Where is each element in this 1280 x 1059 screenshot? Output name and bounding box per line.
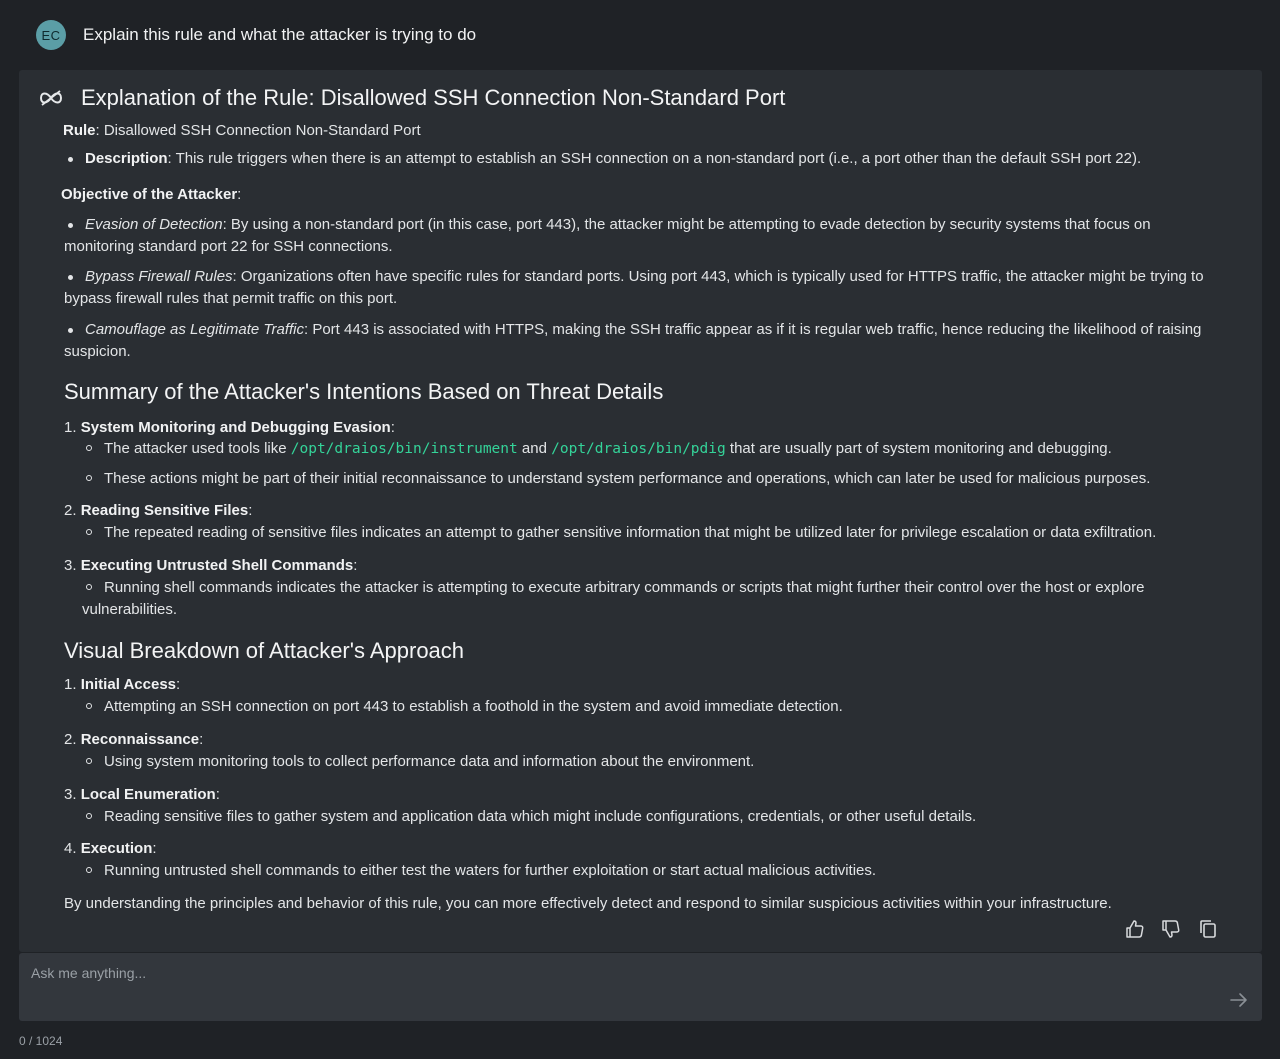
- answer-title: Explanation of the Rule: Disallowed SSH Connection Non-Standard Port: [81, 85, 786, 110]
- objective-item-cont: suspicion.: [64, 343, 131, 360]
- objective-item-cont: bypass firewall rules that permit traffic on this port.: [64, 290, 398, 307]
- step-detail: Using system monitoring tools to collect performance data and information about the environment.: [104, 753, 755, 770]
- summary-detail-cont: vulnerabilities.: [82, 601, 178, 618]
- arrow-right-icon[interactable]: [1229, 990, 1249, 1010]
- thumbs-down-icon[interactable]: [1161, 919, 1181, 939]
- step-item: 3. Local Enumeration:: [64, 786, 220, 803]
- copy-icon[interactable]: [1198, 919, 1218, 939]
- description-text: : This rule triggers when there is an attempt to establish an SSH connection on a non-standard port (i.e., a port other than the default SSH port 22).: [167, 150, 1142, 167]
- summary-item: 3. Executing Untrusted Shell Commands:: [64, 557, 358, 574]
- objective-heading: Objective of the Attacker:: [61, 186, 242, 203]
- chat-composer: [19, 953, 1262, 1021]
- summary-detail: The repeated reading of sensitive files indicates an attempt to gather sensitive information that might be utilized later for privilege escalation or data exfiltration.: [104, 524, 1157, 541]
- visual-heading: Visual Breakdown of Attacker's Approach: [64, 638, 465, 663]
- objective-item: Bypass Firewall Rules: Organizations often have specific rules for standard ports. Using port 443, which is typically used for HTTPS traffic, the attacker might be trying to: [85, 268, 1204, 285]
- summary-heading: Summary of the Attacker's Intentions Based on Threat Details: [64, 379, 664, 404]
- objective-item-cont: monitoring standard port 22 for SSH connections.: [64, 238, 393, 255]
- assistant-answer-card: [19, 70, 1262, 952]
- step-item: 2. Reconnaissance:: [64, 731, 204, 748]
- description-label: Description: [85, 150, 168, 167]
- user-message: Explain this rule and what the attacker is trying to do: [83, 25, 477, 44]
- summary-item: 2. Reading Sensitive Files:: [64, 502, 253, 519]
- summary-detail: The attacker used tools like /opt/draios/bin/instrument and /opt/draios/bin/pdig that are usually part of system monitoring and debugging.: [104, 440, 1112, 457]
- rule-line: [63, 122, 421, 139]
- objective-term: Camouflage as Legitimate Traffic: [85, 321, 304, 338]
- description-item: [85, 150, 1141, 167]
- step-detail: Reading sensitive files to gather system and application data which might include configurations, credentials, or other useful details.: [104, 808, 977, 825]
- summary-item: 1. System Monitoring and Debugging Evasion:: [64, 419, 395, 436]
- rule-value: : Disallowed SSH Connection Non-Standard Port: [95, 122, 421, 139]
- step-detail: Running untrusted shell commands to either test the waters for further exploitation or start actual malicious activities.: [104, 862, 877, 879]
- closing-text: By understanding the principles and behavior of this rule, you can more effectively detect and respond to similar suspicious activities within your infrastructure.: [64, 895, 1112, 912]
- objective-term: Evasion of Detection: [85, 216, 223, 233]
- step-detail: Attempting an SSH connection on port 443 to establish a foothold in the system and avoid immediate detection.: [104, 698, 843, 715]
- step-item: 1. Initial Access:: [64, 676, 181, 693]
- user-message-row: [36, 20, 476, 50]
- assistant-logo-icon: [38, 89, 64, 107]
- summary-detail: These actions might be part of their initial reconnaissance to understand system performance and operations, which can later be used for malicious purposes.: [104, 470, 1151, 487]
- objective-item: Evasion of Detection: By using a non-standard port (in this case, port 443), the attacker might be attempting to evade detection by security systems that focus on: [85, 216, 1151, 233]
- code-path-pdig: /opt/draios/bin/pdig: [551, 441, 726, 457]
- objective-item: Camouflage as Legitimate Traffic: Port 443 is associated with HTTPS, making the SSH traffic appear as if it is regular web traffic, hence reducing the likelihood of raising: [85, 321, 1202, 338]
- step-item: 4. Execution:: [64, 840, 157, 857]
- chat-input[interactable]: [29, 961, 1213, 985]
- code-path-instrument: /opt/draios/bin/instrument: [290, 441, 518, 457]
- summary-detail: Running shell commands indicates the attacker is attempting to execute arbitrary commands or scripts that might further their control over the host or explore: [104, 579, 1145, 596]
- user-avatar: EC: [36, 20, 66, 50]
- character-counter: 0 / 1024: [19, 1034, 63, 1048]
- thumbs-up-icon[interactable]: [1125, 919, 1145, 939]
- rule-label: Rule: [63, 122, 96, 139]
- objective-term: Bypass Firewall Rules: [85, 268, 233, 285]
